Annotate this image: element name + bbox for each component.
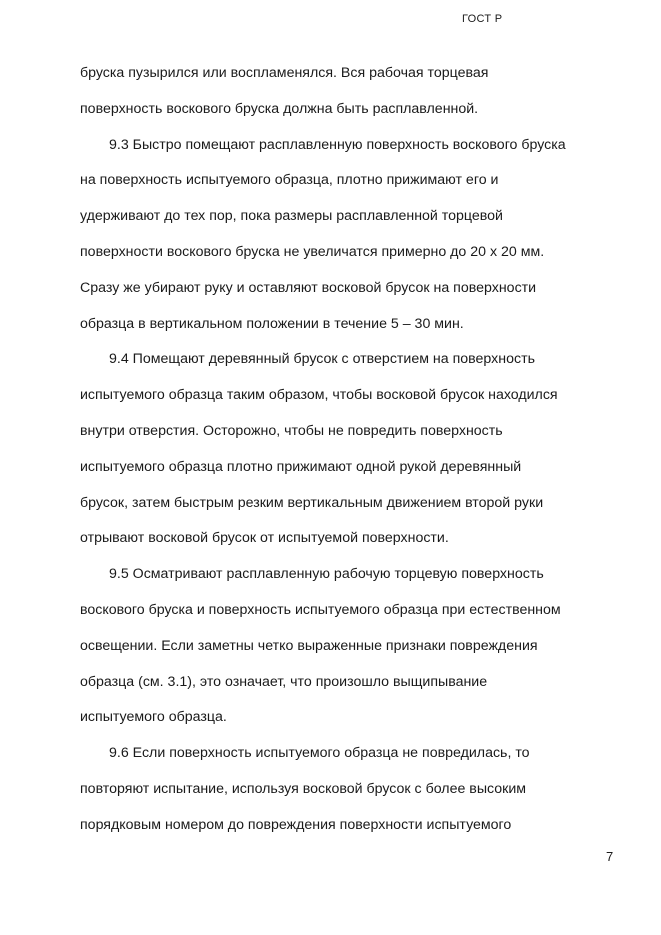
text-line: порядковым номером до повреждения поверхности испытуемого [80, 816, 512, 833]
text-line: поверхности воскового бруска не увеличатся примерно до 20 x 20 мм. [80, 243, 545, 260]
text-line: внутри отверстия. Осторожно, чтобы не повредить поверхность [80, 422, 503, 439]
document-header: ГОСТ Р [462, 13, 503, 25]
text-line: повторяют испытание, используя восковой брусок с более высоким [80, 780, 527, 797]
text-line: образца (см. 3.1), это означает, что произошло выщипывание [80, 673, 488, 690]
text-line: Сразу же убирают руку и оставляют восковой брусок на поверхности [80, 279, 537, 296]
document-body [80, 56, 620, 844]
text-line: испытуемого образца плотно прижимают одной рукой деревянный [80, 458, 522, 475]
text-line: брусок, затем быстрым резким вертикальным движением второй руки [80, 494, 544, 511]
text-line: освещении. Если заметны четко выраженные признаки повреждения [80, 637, 538, 654]
text-line: на поверхность испытуемого образца, плотно прижимают его и [80, 172, 499, 189]
page-number: 7 [606, 849, 614, 864]
clause-9-3-start: 9.3 Быстро помещают расплавленную поверхность воскового бруска [109, 136, 566, 153]
clause-9-4-start: 9.4 Помещают деревянный брусок с отверстием на поверхность [109, 351, 535, 368]
text-line: поверхность воскового бруска должна быть расплавленной. [80, 100, 479, 117]
clause-9-6-start: 9.6 Если поверхность испытуемого образца не повредилась, то [109, 745, 530, 762]
text-line: удерживают до тех пор, пока размеры расплавленной торцевой [80, 208, 503, 225]
text-line: отрывают восковой брусок от испытуемой поверхности. [80, 530, 449, 547]
text-line: бруска пузырился или воспламенялся. Вся рабочая торцевая [80, 65, 489, 81]
text-line: испытуемого образца. [80, 709, 227, 726]
text-line: образца в вертикальном положении в течение 5 – 30 мин. [80, 315, 464, 332]
clause-9-5-start: 9.5 Осматривают расплавленную рабочую торцевую поверхность [109, 566, 544, 583]
text-line: испытуемого образца таким образом, чтобы восковой брусок находился [80, 387, 558, 404]
text-line: воскового бруска и поверхность испытуемого образца при естественном [80, 601, 561, 618]
